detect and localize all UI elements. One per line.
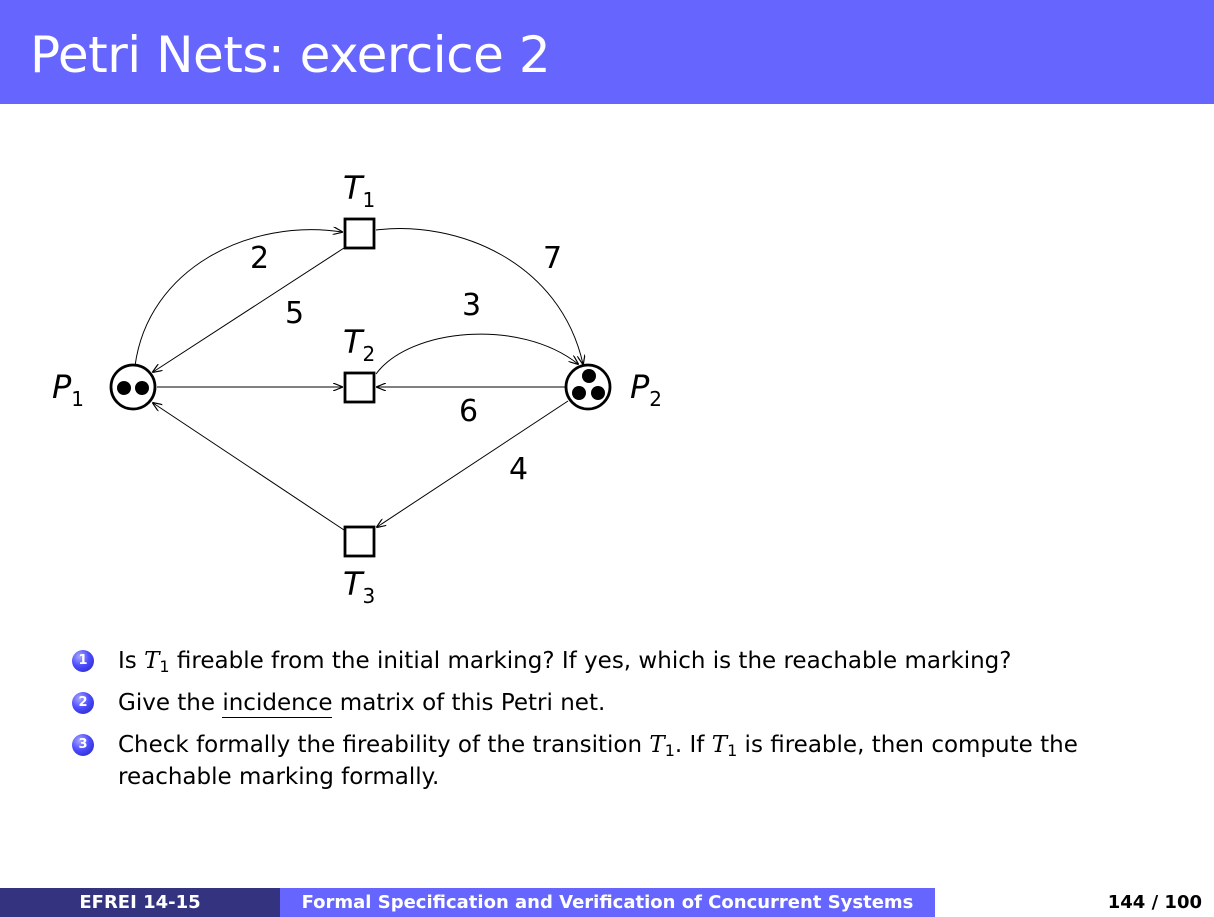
label-p1: $P_1$: [52, 368, 85, 411]
arc-t1-p1: [153, 248, 344, 372]
token: [591, 386, 605, 400]
title-bar: [0, 0, 1214, 104]
footer-page-number: 144 / 100: [935, 888, 1214, 917]
petri-net-diagram: [0, 104, 800, 624]
label-t3: $T_3$: [343, 565, 376, 608]
question-text: Check formally the fireability of the transition: [118, 732, 650, 758]
weight-p2-t3: 4: [509, 452, 529, 487]
token: [135, 381, 149, 395]
math-sub: 1: [727, 741, 738, 760]
underlined-term: incidence: [222, 690, 333, 716]
weight-t2-p2: 3: [462, 288, 482, 323]
transition-t3: [345, 527, 374, 556]
question-number: 1: [72, 650, 94, 672]
weight-t1-p1: 5: [285, 296, 305, 331]
label-t2: $T_2$: [343, 323, 376, 366]
math-var: T: [711, 732, 728, 758]
footer-institution: EFREI 14-15: [0, 888, 280, 917]
weight-p1-t1: 2: [250, 241, 270, 276]
label-t1: $T_1$: [343, 169, 376, 212]
arc-t3-p1: [153, 403, 344, 530]
question-number: 2: [72, 692, 94, 714]
arc-t2-p2: [376, 334, 578, 374]
label-p2: $P_2$: [630, 368, 663, 411]
question-text: is fireable, then compute the reachable marking formally.: [118, 732, 1078, 790]
footer: [0, 888, 1214, 917]
question-number: 3: [72, 734, 94, 756]
question-text: . If: [674, 732, 712, 758]
arc-p1-t1: [135, 230, 342, 366]
weight-p2-t2: 6: [459, 394, 479, 429]
question-text: Is: [118, 648, 145, 674]
transition-t2: [345, 373, 374, 402]
token: [117, 381, 131, 395]
token: [582, 369, 596, 383]
slide-title: Petri Nets: exercice 2: [30, 26, 551, 84]
weight-t1-p2: 7: [543, 241, 563, 276]
math-sub: 1: [664, 741, 675, 760]
question-list: [72, 645, 1182, 803]
question-text: fireable from the initial marking? If yes, which is the reachable marking?: [169, 648, 1012, 674]
token: [572, 386, 586, 400]
place-p1: [111, 365, 155, 409]
math-sub: 1: [159, 657, 170, 676]
place-p2: [566, 365, 610, 409]
math-var: T: [144, 648, 160, 674]
question-text: matrix of this Petri net.: [332, 690, 606, 716]
math-var: T: [649, 732, 665, 758]
question-item: [72, 729, 1182, 793]
footer-course-title: Formal Specification and Verification of Concurrent Systems: [280, 888, 935, 917]
question-text: Give the: [118, 690, 223, 716]
question-item: [72, 687, 1182, 719]
question-item: [72, 645, 1182, 677]
transition-t1: [345, 219, 374, 248]
